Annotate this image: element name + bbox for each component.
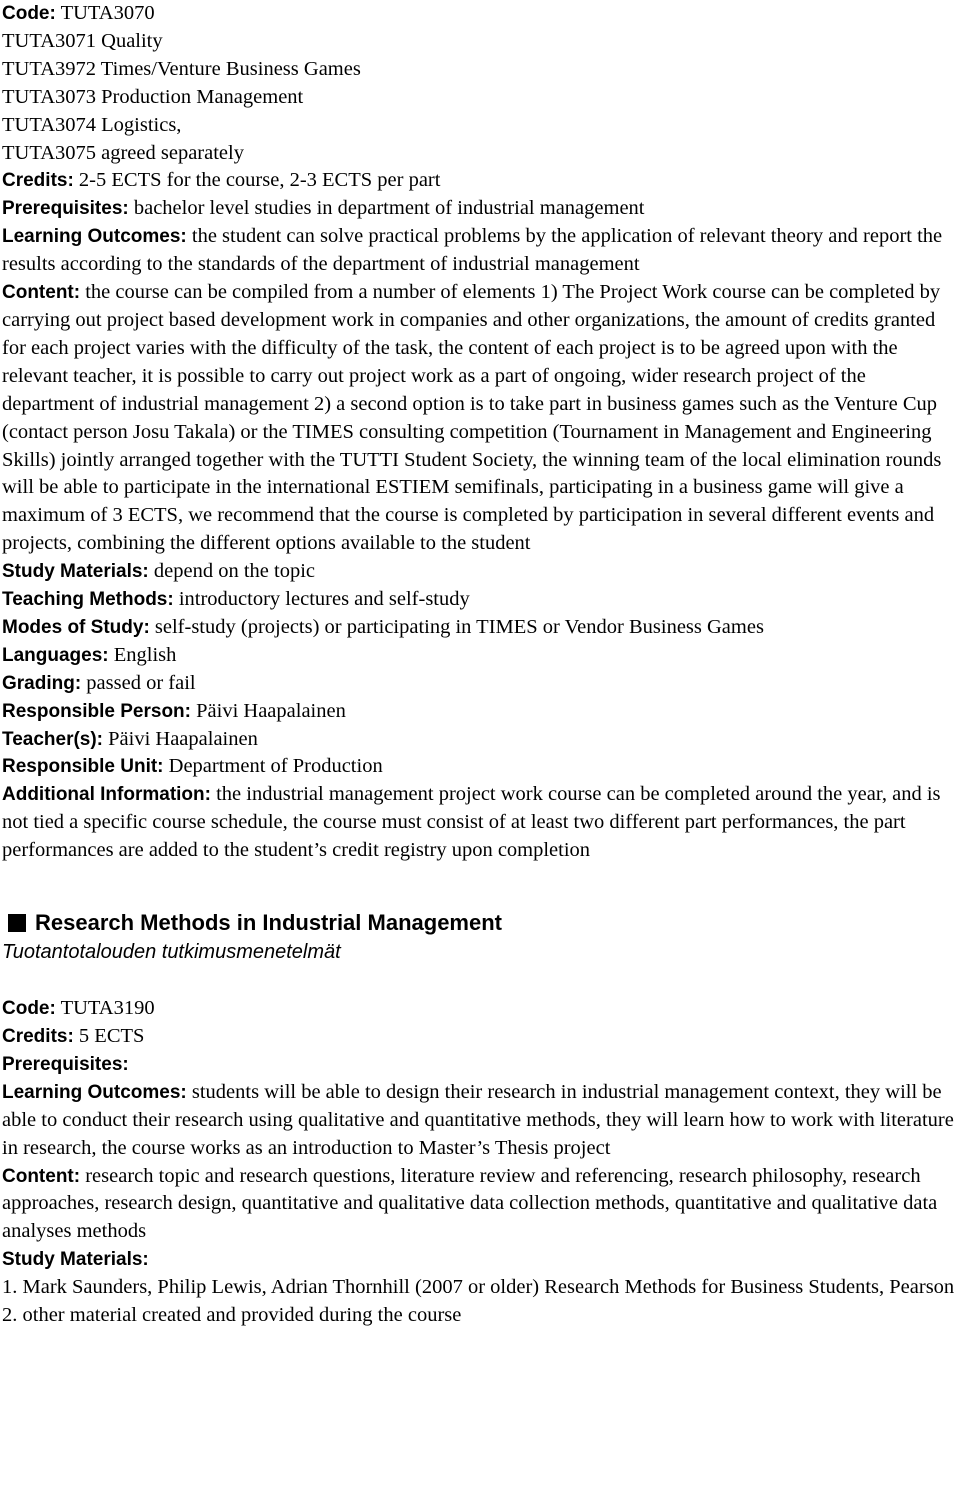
course1-subpart: TUTA3972 Times/Venture Business Games [2, 57, 361, 80]
course1-responsible-unit-row [2, 753, 958, 781]
course2-learning-outcomes-row [2, 1079, 958, 1163]
course2-credits-row [2, 1023, 958, 1051]
course1-responsible-unit: Department of Production [168, 755, 383, 778]
learning-outcomes-label: Learning Outcomes: [2, 1081, 187, 1103]
course2-content: research topic and research questions, literature review and referencing, research philosophy, research approaches, research design, quantitative and qualitative data collection methods, quantitative and qualitative data analyses methods [2, 1164, 938, 1243]
course1-learning-outcomes: the student can solve practical problems by the application of relevant theory and report the results according to the standards of the department of industrial management [2, 225, 943, 276]
course1-teachers: Päivi Haapalainen [108, 727, 258, 750]
responsible-person-label: Responsible Person: [2, 700, 191, 722]
course2-learning-outcomes: students will be able to design their research in industrial management context, they will be able to conduct their research using qualitative and quantitative methods, they will learn how to work with literature in research, the course works as an introduction to Master’s Thesis project [2, 1080, 954, 1159]
course2-prerequisites-row [2, 1051, 958, 1079]
course2-study-materials-row [2, 1246, 958, 1274]
course2-heading [2, 909, 958, 937]
course1-code: TUTA3070 [60, 2, 155, 24]
course1-learning-outcomes-row [2, 223, 958, 279]
course1-subpart: TUTA3074 Logistics, [2, 113, 182, 136]
content-label: Content: [2, 282, 81, 304]
prerequisites-label: Prerequisites: [2, 1053, 129, 1075]
course1-subpart: TUTA3073 Production Management [2, 85, 304, 108]
course1-languages-row [2, 642, 958, 670]
course2-content-row [2, 1163, 958, 1247]
course1-study-materials: depend on the topic [153, 560, 315, 583]
course2-subtitle: Tuotantotalouden tutkimusmenetelmät [2, 941, 341, 964]
course1-languages: English [113, 643, 177, 666]
course2-credits: 5 ECTS [78, 1025, 145, 1047]
code-label: Code: [2, 3, 56, 24]
course2-code: TUTA3190 [60, 997, 155, 1020]
course1-subpart: TUTA3071 Quality [2, 29, 163, 52]
course2-study-material-item: 1. Mark Saunders, Philip Lewis, Adrian Thornhill (2007 or older) Research Methods for Business Students, Pearson [2, 1276, 955, 1299]
course1-grading-row [2, 670, 958, 698]
prerequisites-label: Prerequisites: [2, 198, 129, 220]
course1-prerequisites: bachelor level studies in department of industrial management [133, 197, 645, 220]
course1-modes-of-study-row [2, 614, 958, 642]
learning-outcomes-label: Learning Outcomes: [2, 226, 187, 248]
course1-teaching-methods-row [2, 586, 958, 614]
course1-responsible-person: Päivi Haapalainen [196, 699, 346, 722]
document-page [2, 0, 958, 1330]
study-materials-label: Study Materials: [2, 1249, 149, 1271]
study-materials-label: Study Materials: [2, 561, 149, 583]
course1-grading: passed or fail [86, 671, 196, 694]
languages-label: Languages: [2, 644, 109, 666]
credits-label: Credits: [2, 170, 74, 192]
course2-code-row [2, 995, 958, 1023]
course1-modes-of-study: self-study (projects) or participating in TIMES or Vendor Business Games [154, 615, 764, 638]
course1-content: the course can be compiled from a number of elements 1) The Project Work course can be completed by carrying out project based development work in companies and other organizations, the amount of credits granted for each project varies with the difficulty of the task, the content of each project is to be agreed upon with the relevant teacher, it is possible to carry out project work as a part of ongoing, wider research project of the department of industrial management 2) a second option is to take part in business games such as the Venture Cup (contact person Josu Takala) or the TIMES consulting competition (Tournament in Management and Engineering Skills) jointly arranged together with the TUTTI Student Society, the winning team of the local elimination rounds will be able to participate in the international ESTIEM semifinals, participating in a business game will give a maximum of 3 ECTS, we recommend that the course is completed by participation in several different events and projects, combining the different options available to the student [2, 281, 942, 555]
course1-prerequisites-row [2, 195, 958, 223]
teachers-label: Teacher(s): [2, 728, 104, 750]
credits-label: Credits: [2, 1026, 74, 1047]
course1-credits-row [2, 167, 958, 195]
course1-teaching-methods: introductory lectures and self-study [178, 588, 470, 611]
modes-of-study-label: Modes of Study: [2, 616, 150, 638]
section-spacer [2, 967, 958, 995]
course1-responsible-person-row [2, 698, 958, 726]
course1-subpart: TUTA3075 agreed separately [2, 141, 244, 164]
course1-additional-information: the industrial management project work course can be completed around the year, and is not tied a specific course schedule, the course must consist of at least two different part performances, the part performances are added to the student’s credit registry upon completion [2, 783, 941, 862]
grading-label: Grading: [2, 672, 82, 694]
content-label: Content: [2, 1165, 81, 1187]
section-spacer [2, 865, 958, 909]
course2-study-material-item: 2. other material created and provided during the course [2, 1304, 462, 1327]
course2-title: Research Methods in Industrial Management [35, 910, 502, 936]
teaching-methods-label: Teaching Methods: [2, 589, 174, 611]
course1-code-row [2, 0, 958, 28]
code-label: Code: [2, 998, 56, 1020]
course1-credits: 2-5 ECTS for the course, 2-3 ECTS per part [78, 169, 441, 192]
course1-content-row [2, 279, 958, 558]
course1-study-materials-row [2, 558, 958, 586]
additional-information-label: Additional Information: [2, 784, 211, 806]
course1-teachers-row [2, 726, 958, 754]
responsible-unit-label: Responsible Unit: [2, 756, 164, 778]
square-bullet-icon [8, 914, 26, 932]
course1-additional-information-row [2, 781, 958, 865]
